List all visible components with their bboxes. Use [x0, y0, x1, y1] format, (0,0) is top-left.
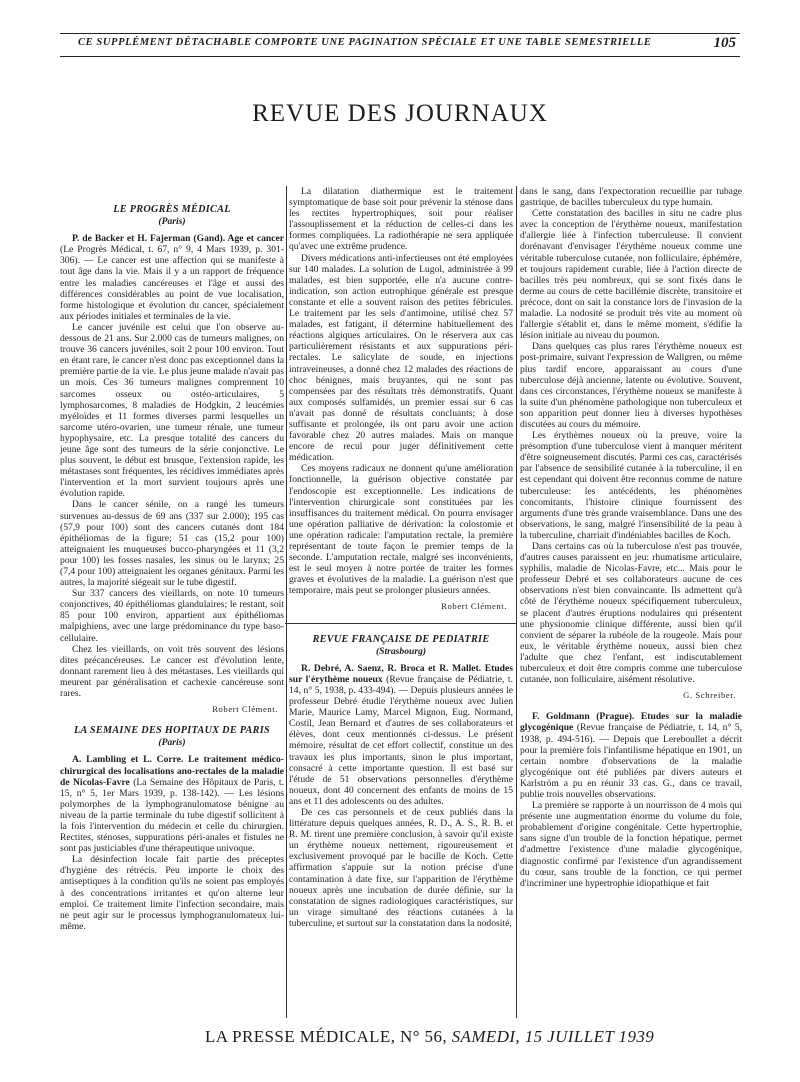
signature: Robert Clément. [441, 601, 507, 612]
header-bar [60, 33, 740, 57]
journal-heading: LA SEMAINE DES HOPITAUX DE PARIS [74, 725, 270, 737]
article-authors: F. Goldmann (Prague). Etudes sur la maladie glycogénique [520, 711, 742, 734]
paragraph: Dans certains cas où la tuberculose n'est pas trouvée, d'autres causes paraissent en jeu: rhumatisme articulaire, syphilis, maladie de Nicolas-Favre, etc... Mais pour le professeur Debré et ses collaborateurs aucune de ces observations n'est bien convaincante. Ils admettent qu'à côté de l'érythème noueux spécifiquement tuberculeux, se placent d'autres éruptions nodulaires qui présentent une physionomie clinique différente, aussi bien qu'il convient de séparer la rubéole de la rougeole. Mais pour eux, le véritable érythème noueux, aussi bien chez l'adulte que chez l'enfant, est indiscutablement tuberculeux et doit être compris comme une tuberculose cutanée, non folliculaire, aisément résolutive. [520, 541, 742, 686]
signature: G. Schreiber. [683, 690, 736, 701]
article-authors: A. Lambling et L. Corre. Le traitement médico-chirurgical des localisations ano-rectales de la maladie de Nicolas-Favre [60, 754, 284, 788]
paragraph: dans le sang, dans l'expectoration recueillie par tubage gastrique, de bacilles tuberculeux du type humain. [520, 186, 742, 209]
paragraph: Chez les vieillards, on voit très souvent des lésions dites précancéreuses. Le cancer est d'évolution lente, donnant rarement lieu à des métastases. Les vieillards qui meurent par généralisation et cachexie cancéreuse sont rares. [60, 643, 284, 700]
paragraph: Divers médications anti-infectieuses ont été employées sur 140 malades. La solution de Lugol, administrée à 99 malades, est bien supportée, elle n'a aucune contre-indication, son action eutrophique générale est presque constante et elle a souvent raison des petites fébricules. Le traitement par les sels d'antimoine, utilisé chez 57 malades, est fatigant, il détermine habituellement des réactions algiques articulaires. On le réservera aux cas particulièrement résistants et aux suppurations péri-rectales. Le salicylate de soude, en injections intraveineuses, a donné chez 12 malades des réactions de choc bénignes, mais bruyantes, qui ne sont pas compensées par des résultats très démonstratifs. Quant aux composés sulfamidés, un premier essai sur 6 cas n'avait pas donné de résultats concluants; à dose suffisante et prolongée, ils ont paru avoir une action favorable chez 20 autres malades. Mais on manque encore de recul pour juger définitivement cette médication. [289, 252, 513, 464]
article-abstract [289, 663, 513, 807]
article-reference: (La Semaine des Hôpitaux de Paris, t. 15, n° 5, 1er Mars 1939, p. 138-142). — Les lésions polymorphes de la lymphogranulomatose bénigne au niveau de la partie terminale du tube digestif sollicitent à la fois l'intervention du médecin et celle du chirurgien. Rectites, sténoses, suppurations péri-anales et fistules ne sont pas justiciables d'une thérapeutique univoque. [60, 776, 284, 855]
paragraph: Les érythèmes noueux où la preuve, voire la présomption d'une tuberculose vient à manquer méritent d'être soigneusement discutés. Parmi ces cas, caractérisés par l'absence de sensibilité cutanée à la tuberculine, il en est cependant qui doivent être reconnus comme de nature tuberculeuse: les antécédents, les phénomènes concomitants, l'histoire clinique fournissent des arguments d'une très grande vraisemblance. Dans une des observations, le sang, malgré l'insensibilité de la peau à la tuberculine, charriait d'indéniables bacilles de Koch. [520, 430, 742, 541]
journal-city: (Paris) [158, 216, 186, 228]
journal-city: (Strasbourg) [375, 645, 427, 657]
paragraph: Ces moyens radicaux ne donnent qu'une amélioration fonctionnelle, la guérison objective constatée par l'endoscopie est exceptionnelle. Les indications de l'intervention chirurgicale sont constituées par les insuffisances du traitement médical. On pourra envisager une opération palliative de dérivation: la colostomie et une opération radicale: l'amputation rectale, la première représentant de toute façon le premier temps de la seconde. L'amputation rectale, malgré ses inconvénients, est le seul moyen à notre portée de traiter les formes graves et évolutives de la maladie. La guérison n'est que temporaire, mais peut se prolonger plusieurs années. [289, 463, 513, 597]
page-footer [205, 1027, 654, 1047]
paragraph: La première se rapporte à un nourrisson de 4 mois qui présente une augmentation énorme du volume du foie, probablement d'origine congénitale. Cette hypertrophie, sans signe d'un trouble de la fonction hépatique, permet d'admettre l'existence d'une maladie glycogénique, diagnostic confirmé par l'existence d'un agrandissement du cœur, sans trouble de la fonction, ce qui permet d'incriminer une hypertrophie idiopathique et fait [520, 800, 742, 889]
column-3 [520, 186, 742, 889]
page-title: REVUE DES JOURNAUX [252, 100, 548, 127]
article-authors: R. Debré, A. Saenz, R. Broca et R. Mallet. Etudes sur l'érythème noueux [289, 662, 513, 685]
article-abstract [520, 711, 742, 800]
paragraph: Cette constatation des bacilles in situ ne cadre plus avec la conception de l'érythème noueux, manifestation d'allergie liée à l'infection tuberculeuse. Il convient dorénavant d'envisager l'érythème noueux comme une véritable tuberculose cutanée, non folliculaire, éphémère, et toujours rapidement curable, liée à l'action directe de bacilles très peu nombreux, qui se sont fixés dans le derme au cours de cette bacillémie discrète, transitoire et précoce, dont on sait la constance lors de l'invasion de la maladie. La nodosité se produit très vite au moment où l'allergie s'établit et, dans le même moment, s'édifie la lésion initiale au niveau du poumon. [520, 208, 742, 342]
column-divider [516, 186, 517, 1018]
paragraph: La désinfection locale fait partie des préceptes d'hygiène des rétrécis. Peu importe le choix des antiseptiques à la condition qu'ils ne soient pas employés à des concentrations irritantes et qu'on alterne leur emploi. Ce traitement limite l'infection secondaire, mais ne peut agir sur le processus lymphogranulomateux lui-même. [60, 854, 284, 932]
column-divider [286, 186, 287, 1018]
column-2 [289, 186, 513, 929]
page-number: 105 [713, 35, 736, 51]
column-1 [60, 204, 284, 932]
paragraph: De ces cas personnels et de ceux publiés dans la littérature depuis quelques années, R. D., A. S., R. B. et R. M. tirent une première conclusion, à savoir qu'il existe un érythème noueux nettement, rigoureusement et exclusivement provoqué par le bacille de Koch. Cette affirmation s'appuie sur la notion précise d'une contamination à date fixe, sur l'apparition de l'érythème noueux après une incubation de durée définie, sur la constatation de signes radiologiques caractéristiques, sur un virage simultané des réactions cutanées à la tuberculine, et surtout sur la constatation dans la nodosité, [289, 806, 513, 929]
article-reference: (Revue française de Pédiatrie, t. 14, n° 5, 1938, p. 494-516). — Depuis que Lereboullet a décrit pour la première fois l'infantilisme hépatique en 1901, un certain nombre d'observations de la maladie glycogénique ont été publiées par divers auteurs et Karlström a pu en réunir 33 cas. G., dans ce travail, publie trois nouvelles observations. [520, 722, 742, 800]
journal-issue: LA PRESSE MÉDICALE, N° 56, [205, 1027, 447, 1046]
journal-heading: LE PROGRÈS MÉDICAL [113, 204, 231, 215]
paragraph: Le cancer juvénile est celui que l'on observe au-dessous de 21 ans. Sur 2.000 cas de tumeurs malignes, on trouve 36 cancers juvéniles, soit 2 pour 100 environ. Tout en étant rare, le cancer n'est donc pas exceptionnel dans la première partie de la vie. Le plus jeune malade n'avait pas un mois. Ces 36 tumeurs malignes comprennent 10 sarcomes osseux ou ostéo-articulaires, 5 lymphosarcomes, 8 maladies de Hodgkin, 2 leucémies myéloïdes et 11 formes diverses parmi lesquelles un sarcome utéro-ovarien, une tumeur rénale, une tumeur hypophysaire, etc. La presque totalité des cancers du jeune âge sont des tumeurs de la série conjonctive. Le plus souvent, le début est brusque, l'extension rapide, les métastases sont fréquentes, les récidives immédiates après l'intervention et la mort survient toujours après une évolution rapide. [60, 321, 284, 500]
paragraph: La dilatation diathermique est le traitement symptomatique de base soit pour prévenir la sténose dans les rectites hypertrophiques, soit pour réaliser l'assouplissement et la réduction de celles-ci dans les formes compliquées. La radiothérapie ne sera appliquée qu'avec une extrême prudence. [289, 186, 513, 253]
section-divider [285, 623, 517, 624]
article-reference: (Revue française de Pédiatrie, t. 14, n° 5, 1938, p. 433-494). — Depuis plusieurs années le professeur Debré étudie l'érythème noueux avec Julien Marie, Maurice Lamy, Marcel Mignon, Eug. Normand, Costil, Jean Bernard et d'autres de ses collaborateurs et élèves, dont ceux mentionnés ci-dessus. Le présent mémoire, résultat de cet effort collectif, constitue un des travaux les plus importants, sinon le plus important, consacré à cette importante question. Il est basé sur l'étude de 51 observations personnelles d'érythème noueux, dont 40 concernent des enfants de moins de 15 ans et 11 des adolescents ou des adultes. [289, 673, 513, 807]
article-reference: (Le Progrès Médical, t. 67, n° 9, 4 Mars 1939, p. 301-306). — Le cancer est une affection qui se manifeste à tout âge dans la vie. Mais il y a un rapport de fréquence entre les maladies cancéreuses et l'âge et aussi des différences considérables au point de vue localisation, forme histologique et évolution du cancer, spécialement aux périodes initiales et terminales de la vie. [60, 244, 284, 322]
signature: Robert Clément. [212, 704, 278, 715]
issue-date: SAMEDI, 15 JUILLET 1939 [451, 1027, 655, 1046]
paragraph: Sur 337 cancers des vieillards, on note 10 tumeurs conjonctives, 40 épithéliomas glandulaires; le restant, soit 85 pour 100 environ, appartient aux épithéliomas malpighiens, avec une large prédominance du type baso-cellulaire. [60, 588, 284, 644]
paragraph: Dans le cancer sénile, on a rangé les tumeurs survenues au-dessus de 69 ans (337 sur 2.000); 195 cas (57,9 pour 100) sont des cancers cutanés dont 184 épithéliomas de la figure; 51 cas (15,2 pour 100) atteignaient les muqueuses bucco-pharyngées et 11 (3,2 pour 100) les fosses nasales, les sinus ou le larynx; 25 (7,4 pour 100) atteignaient les organes génitaux. Parmi les autres, la majorité siégeait sur le tube digestif. [60, 499, 284, 589]
article-authors: P. de Backer et H. Fajerman (Gand). Age et cancer [72, 233, 284, 245]
journal-heading: REVUE FRANÇAISE DE PEDIATRIE [312, 633, 490, 645]
article-abstract [60, 754, 284, 854]
supplement-notice: CE SUPPLÉMENT DÉTACHABLE COMPORTE UNE PAGINATION SPÉCIALE ET UNE TABLE SEMESTRIELLE [78, 37, 652, 48]
paragraph: Dans quelques cas plus rares l'érythème noueux est post-primaire, suivant l'expression de Wallgren, ou même plus tardif encore, apparaissant au cours d'une tuberculose déjà ancienne, latente ou évolutive. Souvent, dans ces circonstances, l'érythème noueux se manifeste à la suite d'un phénomène pathologique non tuberculeux et son apparition peut donner lieu à diverses hypothèses discutées au cours du mémoire. [520, 341, 742, 430]
article-abstract [60, 233, 284, 322]
journal-city: (Paris) [158, 737, 186, 749]
